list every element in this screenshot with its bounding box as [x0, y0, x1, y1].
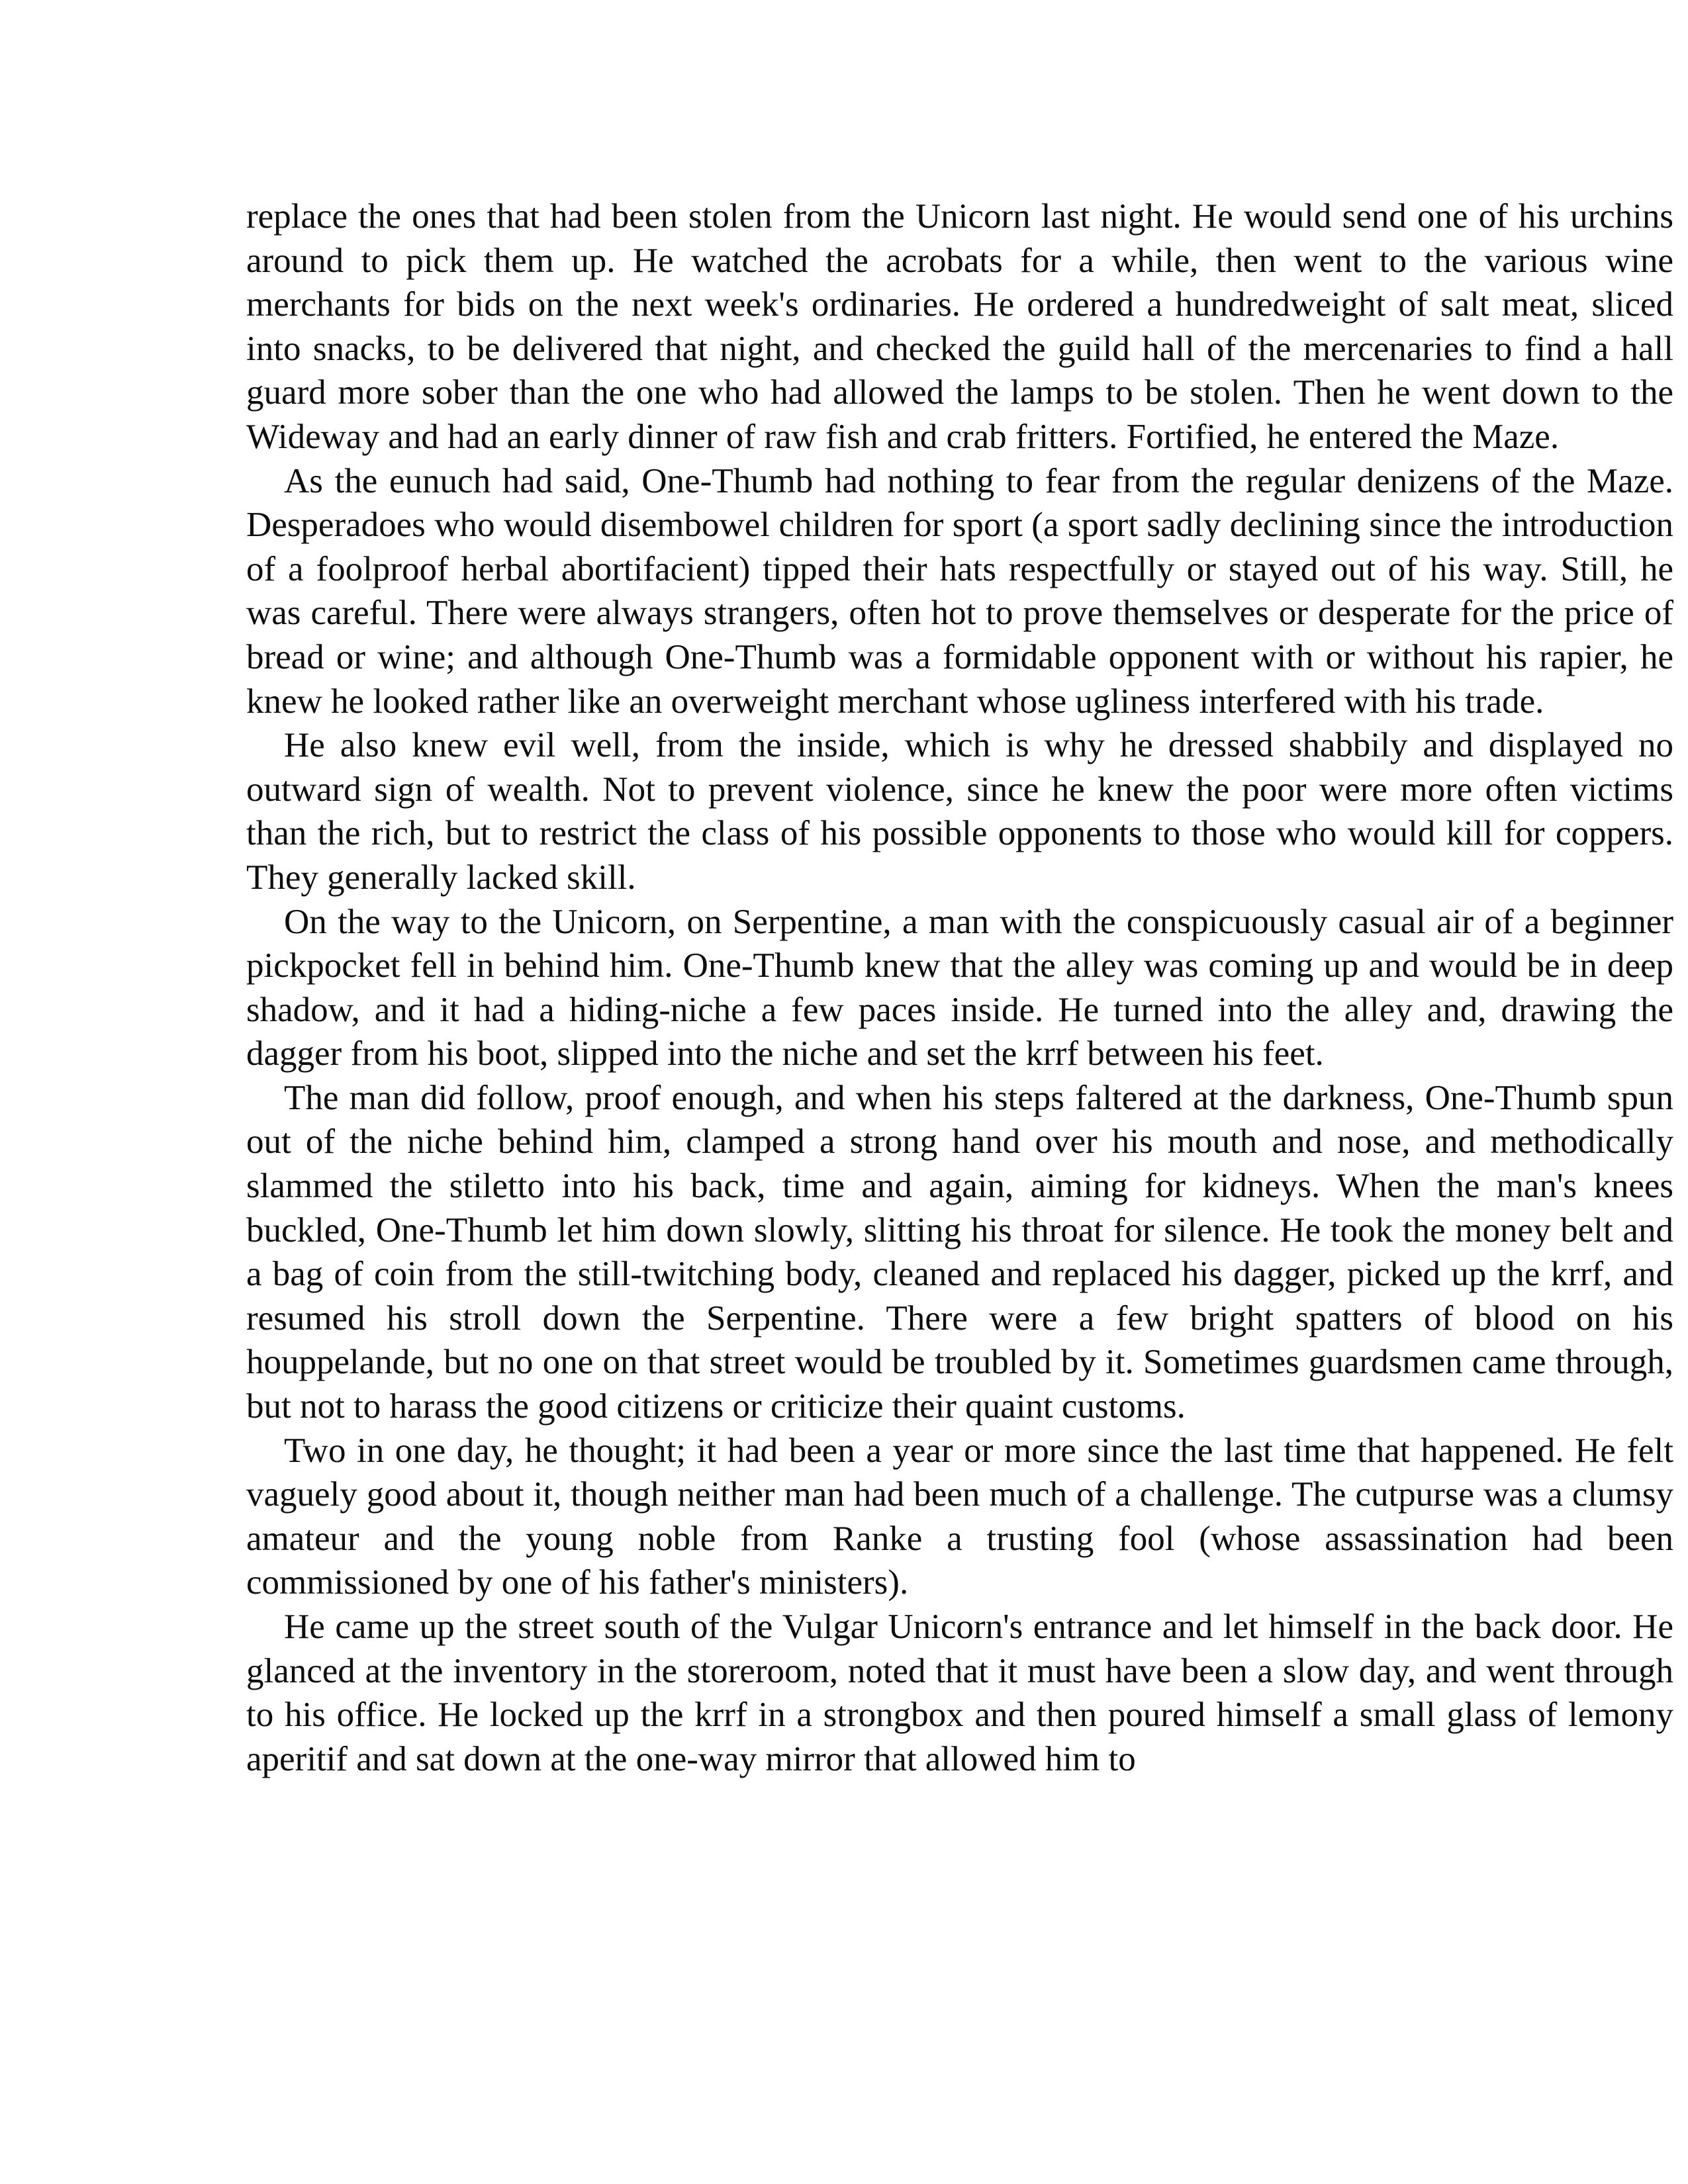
paragraph-3: He also knew evil well, from the inside, which is why he dressed shabbily and displayed no outward sign of wealth. Not to prevent violence, since he knew the poor were more often victims than the rich, but to restrict the class of his possible opponents to those who would kill for coppers. They generally lacked skill. — [246, 726, 1673, 897]
paragraph-1: replace the ones that had been stolen from the Unicorn last night. He would send one of his urchins around to pick them up. He watched the acrobats for a while, then went to the various wine merchants for bids on the next week's ordinaries. He ordered a hundredweight of salt meat, sliced into snacks, to be delivered that night, and checked the guild hall of the mercenaries to find a hall guard more sober than the one who had allowed the lamps to be stolen. Then he went down to the Wideway and had an early dinner of raw fish and crab fritters. Fortified, he entered the Maze. — [246, 197, 1673, 456]
paragraph-7: He came up the street south of the Vulgar Unicorn's entrance and let himself in the back door. He glanced at the inventory in the storeroom, noted that it must have been a slow day, and went through to his office. He locked up the krrf in a strongbox and then poured himself a small glass of lemony aperitif and sat down at the one-way mirror that allowed him to — [246, 1608, 1673, 1778]
paragraph-4: On the way to the Unicorn, on Serpentine, a man with the conspicuously casual air of a beginner pickpocket fell in behind him. One-Thumb knew that the alley was coming up and would be in deep shadow, and it had a hiding-niche a few paces inside. He turned into the alley and, drawing the dagger from his boot, slipped into the niche and set the krrf between his feet. — [246, 902, 1673, 1073]
paragraph-2: As the eunuch had said, One-Thumb had nothing to fear from the regular denizens of the Maze. Desperadoes who would disembowel children for sport (a sport sadly declining since the introduction of a foolproof herbal abortifacient) tipped their hats respectfully or stayed out of his way. Still, he was careful. There were always strangers, often hot to prove themselves or desperate for the price of bread or wine; and although One-Thumb was a formidable opponent with or without his rapier, he knew he looked rather like an overweight merchant whose ugliness interfered with his trade. — [246, 461, 1673, 721]
paragraph-6: Two in one day, he thought; it had been a year or more since the last time that happened. He felt vaguely good about it, though neither man had been much of a challenge. The cutpurse was a clumsy amateur and the young noble from Ranke a trusting fool (whose assassination had been commissioned by one of his father's ministers). — [246, 1431, 1673, 1602]
body-text — [246, 195, 1673, 1781]
paragraph-5: The man did follow, proof enough, and when his steps faltered at the darkness, One-Thumb spun out of the niche behind him, clamped a strong hand over his mouth and nose, and methodically slammed the stiletto into his back, time and again, aiming for kidneys. When the man's knees buckled, One-Thumb let him down slowly, slitting his throat for silence. He took the money belt and a bag of coin from the still-twitching body, cleaned and replaced his dagger, picked up the krrf, and resumed his stroll down the Serpentine. There were a few bright spatters of blood on his houppelande, but no one on that street would be troubled by it. Sometimes guardsmen came through, but not to harass the good citizens or criticize their quaint customs. — [246, 1078, 1673, 1426]
